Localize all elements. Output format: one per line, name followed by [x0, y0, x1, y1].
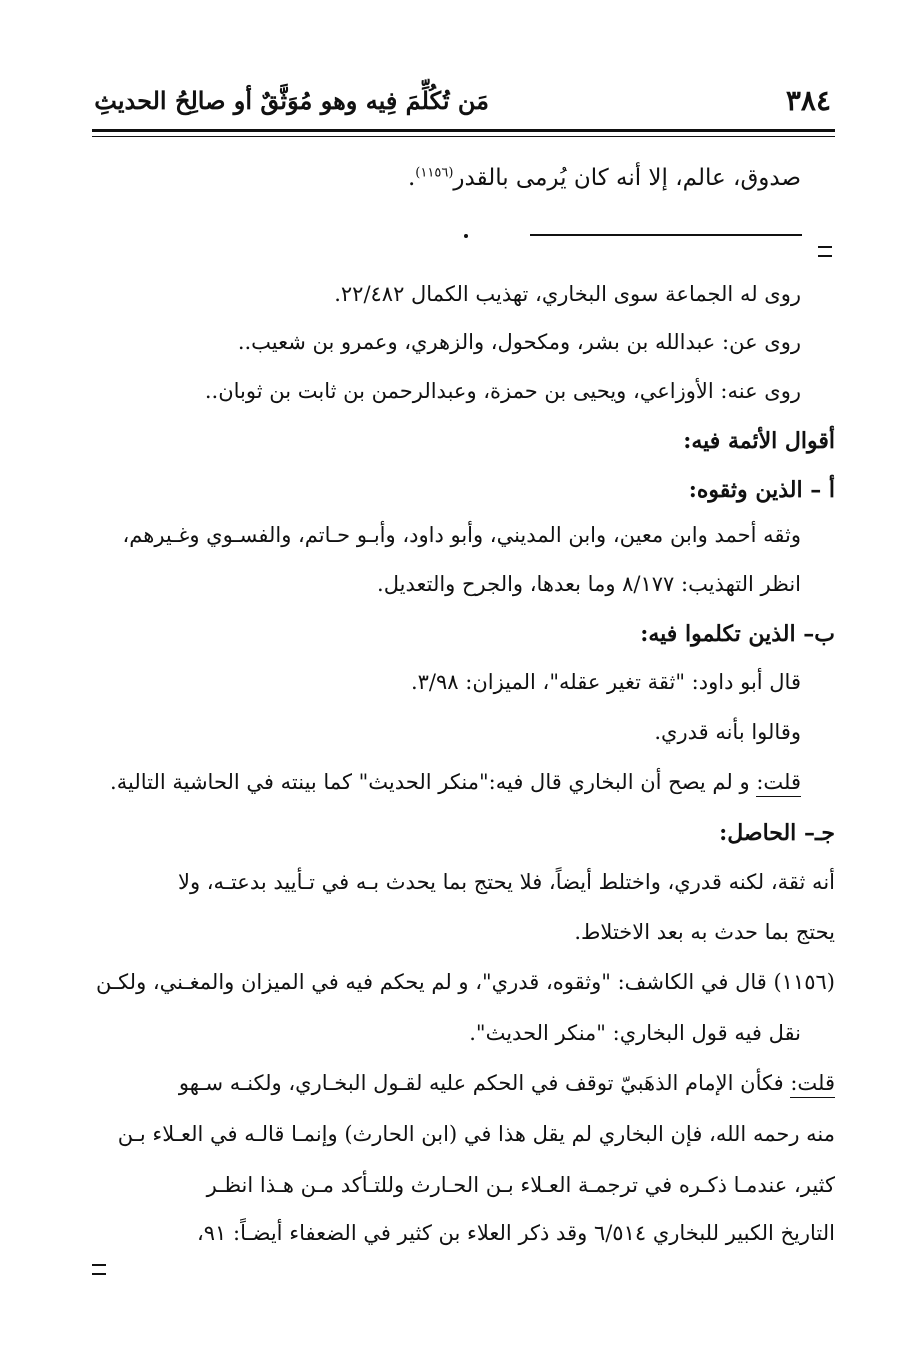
footnote-line: التاريخ الكبير للبخاري ٦/٥١٤ وقد ذكر العلاء بن كثير في الضعفاء أيضـاً: ٩١، — [196, 1221, 835, 1245]
footnote-line: يحتج بما حدث به بعد الاختلاط. — [574, 920, 835, 944]
footnote-line — [90, 1071, 835, 1096]
footnote-line: وثقه أحمد وابن معين، وابن المديني، وأبو داود، وأبـو حـاتم، والفسـوي وغـيرهم، — [122, 523, 801, 547]
footnote-line: أنه ثقة، لكنه قدري، واختلط أيضاً، فلا يحتج بما يحدث بـه في تـأييد بدعتـه، ولا — [177, 870, 835, 894]
qult-label: قلت: — [790, 1071, 835, 1098]
qult-label: قلت: — [756, 770, 801, 797]
qult-text: و لم يصح أن البخاري قال فيه:"منكر الحديث" كما بينته في الحاشية التالية. — [110, 770, 750, 794]
continuation-mark-top — [818, 246, 832, 257]
subheading-a: أ – الذين وثقوه: — [688, 477, 835, 503]
qult-text: فكأن الإمام الذهَبيّ توقف في الحكم عليه لقـول البخـاري، ولكنـه سـهو — [178, 1071, 784, 1095]
footnote-separator — [530, 234, 802, 236]
section-heading: أقوال الأئمة فيه: — [683, 428, 835, 454]
page-header — [95, 84, 831, 124]
subheading-b: ب– الذين تكلموا فيه: — [640, 621, 835, 647]
subheading-c: جـ– الحاصل: — [719, 820, 835, 846]
stray-dot — [464, 234, 468, 238]
footnote-line: انظر التهذيب: ٨/١٧٧ وما بعدها، والجرح والتعديل. — [377, 572, 801, 596]
footnote-line: نقل فيه قول البخاري: "منكر الحديث". — [469, 1021, 801, 1045]
header-rule-thin — [92, 136, 835, 137]
footnote-line — [110, 770, 801, 795]
footnote-1156-line: (١١٥٦) قال في الكاشف: "وثقوه، قدري"، و لم يحكم فيه في الميزان والمغـني، ولكـن — [95, 970, 835, 994]
footnote-reference: (١١٥٦) — [415, 165, 454, 181]
footnote-line: قال أبو داود: "ثقة تغير عقله"، الميزان: ٣/٩٨. — [410, 670, 801, 694]
footnote-line: روى له الجماعة سوى البخاري، تهذيب الكمال ٢٢/٤٨٢. — [334, 282, 801, 306]
footnote-line: كثير، عندمـا ذكـره في ترجمـة العـلاء بـن الحـارث وللتـأكد مـن هـذا انظـر — [206, 1173, 835, 1197]
footnote-line: وقالوا بأنه قدري. — [654, 720, 801, 744]
running-title: مَن تُكُلِّمَ فِيه وهو مُوَثَّقٌ أو صالِحُ الحديثِ — [94, 86, 489, 115]
header-rule-thick — [92, 129, 835, 132]
page-number: ٣٨٤ — [785, 84, 831, 117]
footnote-line: روى عنه: الأوزاعي، ويحيى بن حمزة، وعبدالرحمن بن ثابت بن ثوبان.. — [204, 379, 801, 403]
main-end-punct: . — [407, 165, 416, 191]
main-text: صدوق، عالم، إلا أنه كان يُرمى بالقدر — [453, 165, 801, 191]
continuation-mark-bottom — [92, 1264, 106, 1275]
main-text-line — [408, 165, 801, 193]
footnote-line: روى عن: عبدالله بن بشر، ومكحول، والزهري، وعمرو بن شعيب.. — [237, 330, 801, 354]
footnote-line: منه رحمه الله، فإن البخاري لم يقل هذا في (ابن الحارث) وإنمـا قالـه في العـلاء بـن — [117, 1122, 835, 1146]
